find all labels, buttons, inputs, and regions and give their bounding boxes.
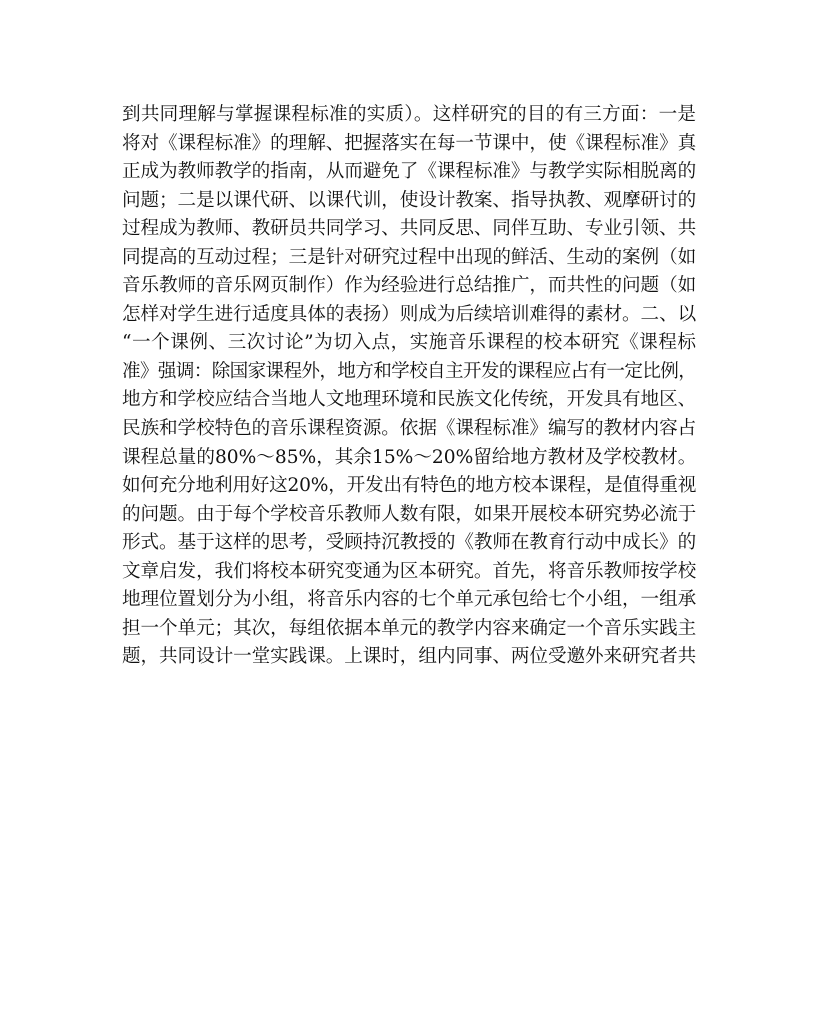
- text-line: 文章启发，我们将校本研究变通为区本研究。首先，将音乐教师按学校: [122, 560, 696, 582]
- text-line: 到共同理解与掌握课程标准的实质）。这样研究的目的有三方面：一是: [122, 104, 696, 125]
- text-line: 音乐教师的音乐网页制作）作为经验进行总结推广，而共性的问题（如: [122, 275, 696, 297]
- text-line: “一个课例、三次讨论”为切入点，实施音乐课程的校本研究《课程标: [122, 332, 696, 354]
- text-line: 正成为教师教学的指南，从而避免了《课程标准》与教学实际相脱离的: [122, 161, 696, 183]
- text-line: 问题；二是以课代研、以课代训，使设计教案、指导执教、观摩研讨的: [122, 189, 696, 211]
- text-line: 怎样对学生进行适度具体的表扬）则成为后续培训难得的素材。二、以: [122, 303, 696, 325]
- text-line: 过程成为教师、教研员共同学习、共同反思、同伴互助、专业引领、共: [122, 218, 696, 240]
- text-line: 地方和学校应结合当地人文地理环境和民族文化传统，开发具有地区、: [122, 389, 696, 411]
- text-line: 如何充分地利用好这20%，开发出有特色的地方校本课程，是值得重视: [122, 475, 697, 497]
- text-line: 民族和学校特色的音乐课程资源。依据《课程标准》编写的教材内容占: [122, 418, 696, 440]
- text-line: 课程总量的80%～85%，其余15%～20%留给地方教材及学校教材。: [122, 446, 697, 468]
- body-paragraph: [122, 101, 696, 672]
- text-line: 的问题。由于每个学校音乐教师人数有限，如果开展校本研究势必流于: [122, 503, 696, 525]
- text-line: 题，共同设计一堂实践课。上课时，组内同事、两位受邀外来研究者共: [122, 646, 696, 668]
- text-line: 地理位置划分为小组，将音乐内容的七个单元承包给七个小组，一组承: [122, 589, 696, 611]
- text-line: 将对《课程标准》的理解、把握落实在每一节课中，使《课程标准》真: [122, 132, 696, 154]
- text-line: 准》强调：除国家课程外，地方和学校自主开发的课程应占有一定比例，: [122, 360, 696, 382]
- text-line: 同提高的互动过程；三是针对研究过程中出现的鲜活、生动的案例（如: [122, 246, 696, 268]
- text-line: 担一个单元；其次，每组依据本单元的教学内容来确定一个音乐实践主: [122, 617, 696, 639]
- text-line: 形式。基于这样的思考，受顾持沉教授的《教师在教育行动中成长》的: [122, 532, 696, 554]
